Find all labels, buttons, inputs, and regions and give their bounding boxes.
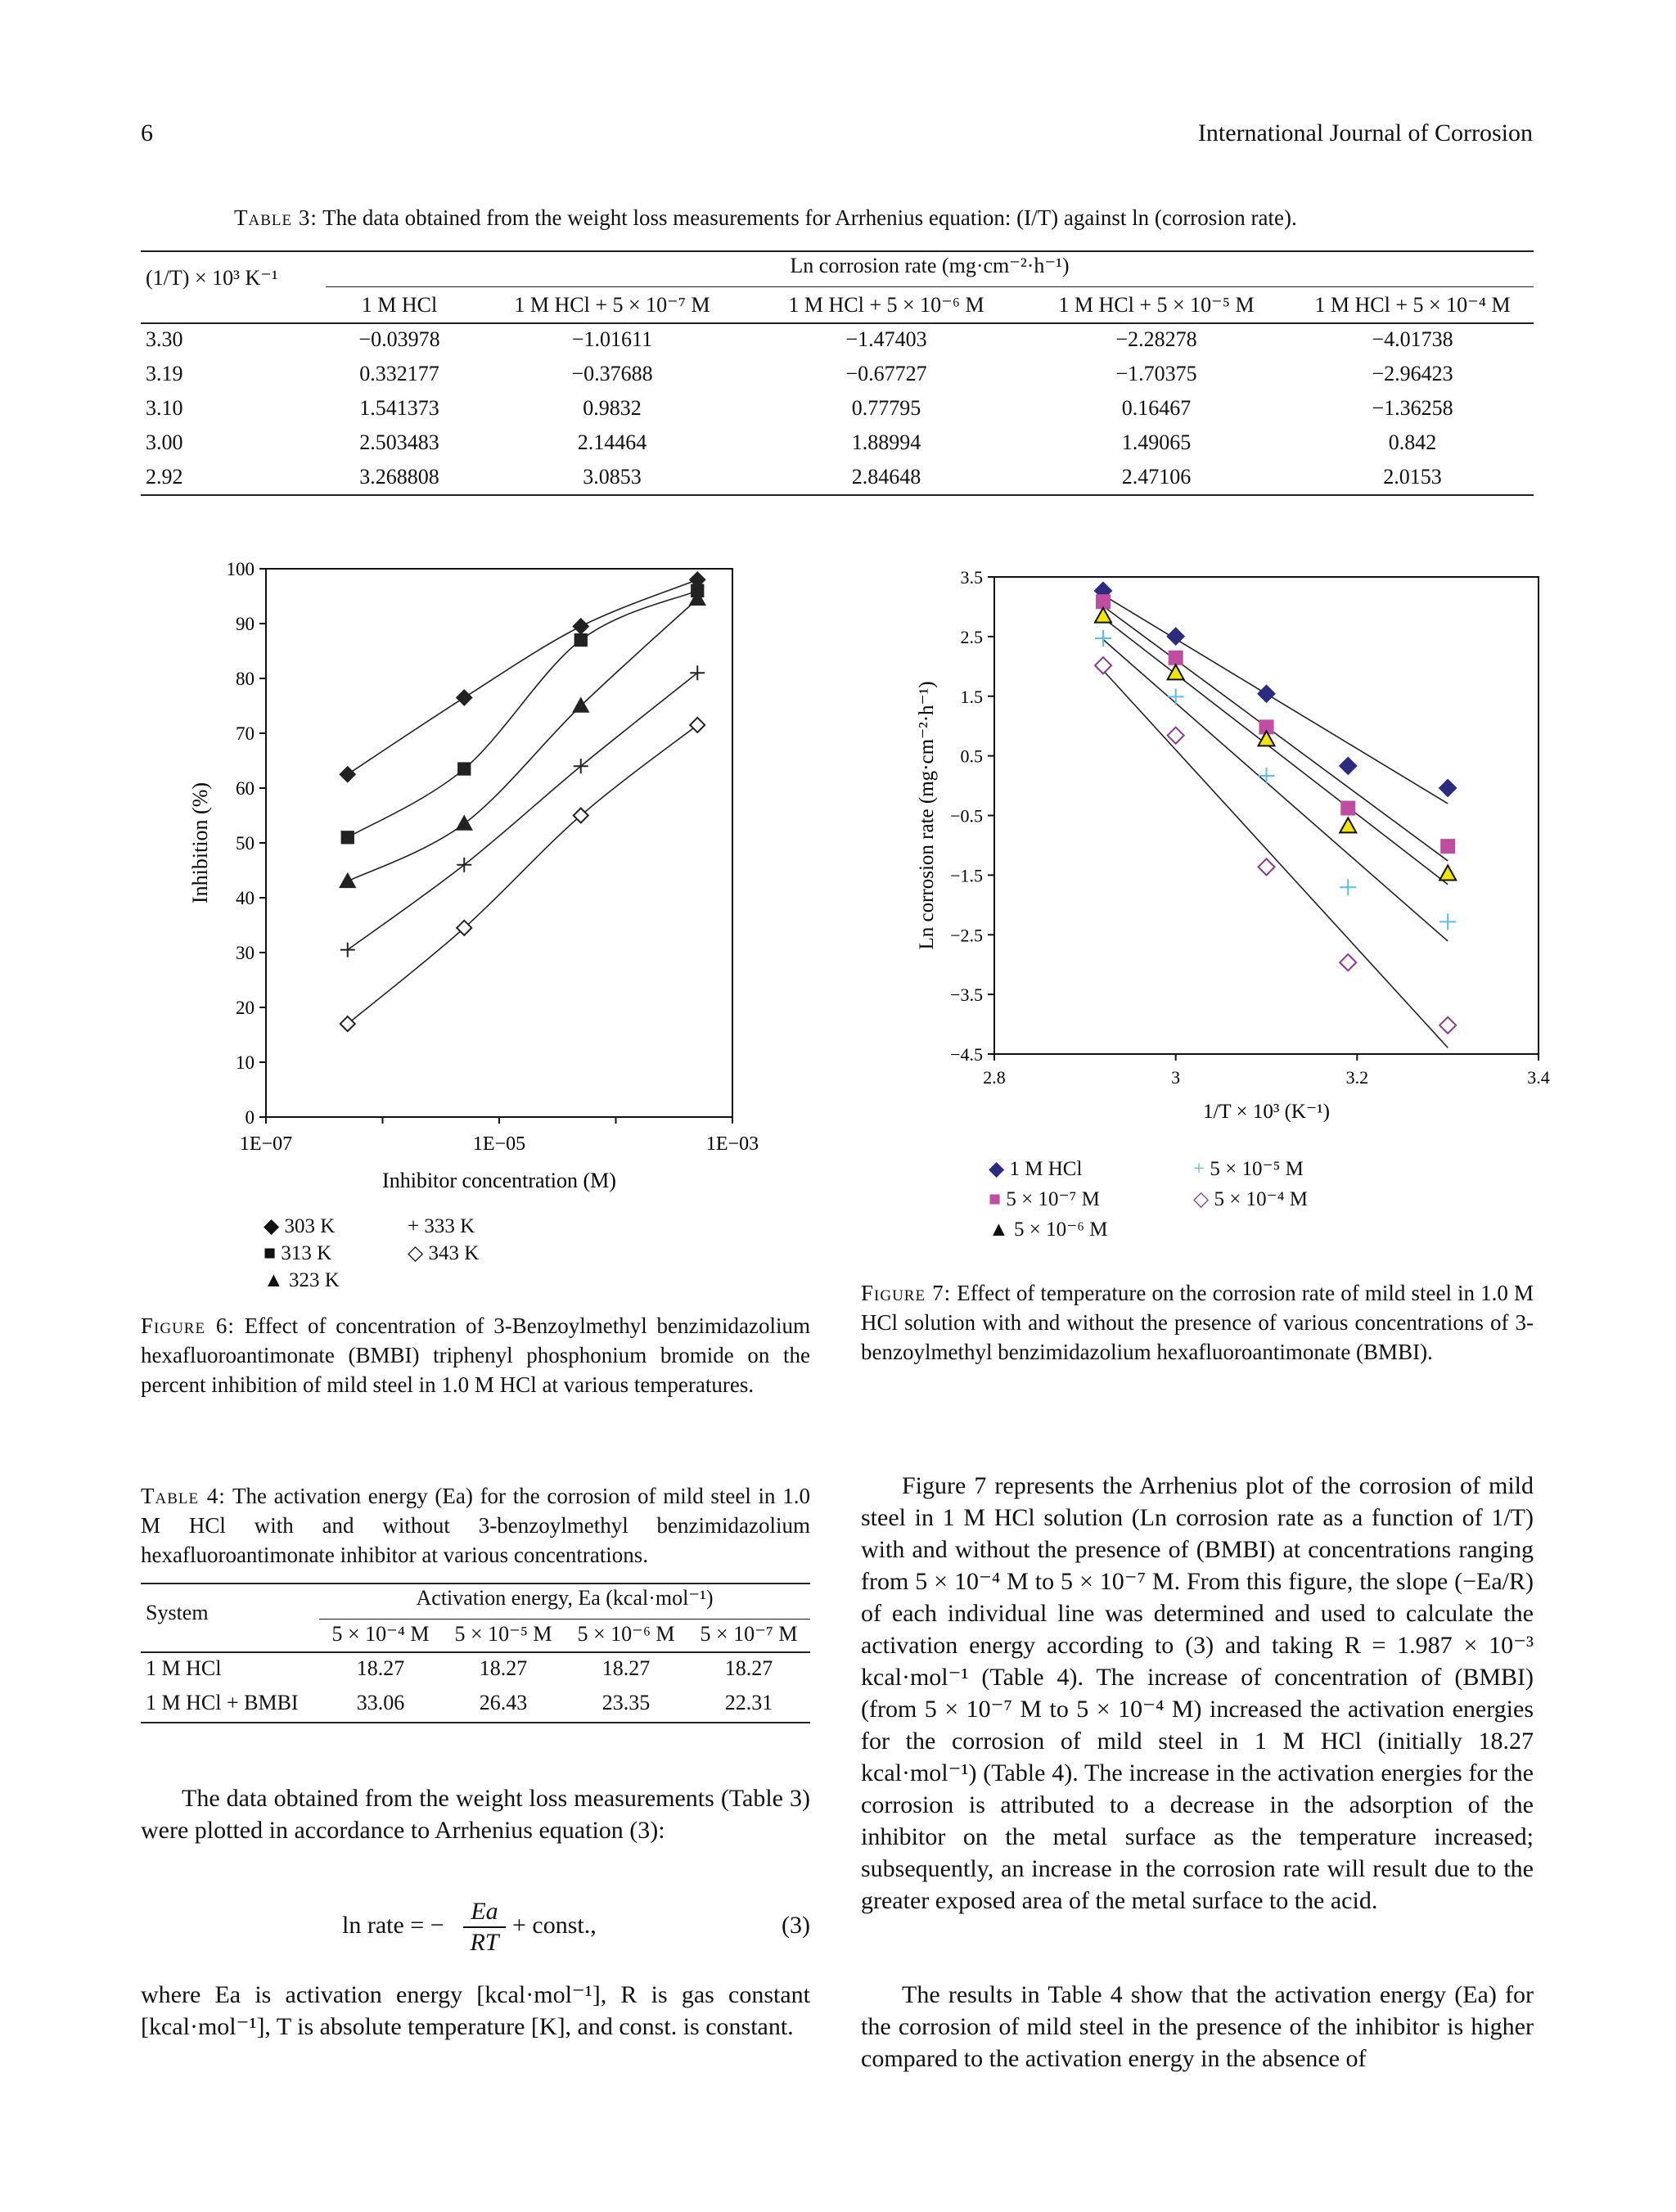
figure6-data-point	[457, 817, 471, 830]
figure7-data-point	[1341, 801, 1355, 815]
figure6-y-tick-label: 20	[236, 998, 255, 1018]
table3-cell: −4.01738	[1372, 327, 1453, 351]
table3-caption-text: The data obtained from the weight loss measurements for Arrhenius equation: (I/T) against ln (corrosion rate).	[322, 205, 1297, 230]
table3-cell: 3.19	[146, 362, 183, 385]
figure7-y-tick-label: −4.5	[950, 1044, 983, 1065]
figure7-x-tick-label: 2.8	[983, 1067, 1006, 1088]
table3-cell: −1.36258	[1372, 396, 1453, 420]
figure7-chart	[900, 556, 1571, 1146]
table4-cell: 1 M HCl + BMBI	[146, 1691, 299, 1714]
figure6-data-point	[574, 619, 588, 633]
table4-row-header: System	[146, 1601, 209, 1624]
table3-cell: 0.842	[1388, 430, 1437, 454]
table4-cell: 1 M HCl	[146, 1656, 222, 1680]
figure6-caption-label: Figure 6:	[141, 1313, 235, 1338]
figure6-x-tick-label: 1E−07	[239, 1133, 293, 1155]
equation-label: (3)	[782, 1912, 810, 1939]
legend-marker-343: ◇	[408, 1242, 424, 1264]
table-row	[141, 460, 1534, 494]
figure7-y-tick-label: 0.5	[960, 746, 983, 767]
table4-cell: 23.35	[601, 1691, 651, 1714]
figure7-data-point	[1441, 840, 1455, 854]
figure7-x-tick-label: 3	[1171, 1067, 1181, 1088]
table3-col-header: 1 M HCl + 5 × 10⁻⁵ M	[1058, 293, 1255, 317]
table-row	[141, 1651, 810, 1686]
legend-label: 303 K	[284, 1215, 336, 1237]
figure7-y-tick-label: 2.5	[960, 626, 983, 647]
table4-col-header: 5 × 10⁻⁴ M	[331, 1622, 430, 1646]
legend-label: 323 K	[289, 1269, 340, 1291]
figure7-data-point	[1259, 858, 1275, 875]
figure7-data-point	[1340, 954, 1356, 971]
figure7-y-tick-label: 1.5	[960, 686, 983, 707]
figure6-y-tick-label: 70	[236, 723, 255, 744]
figure6-series-line	[348, 579, 698, 774]
table3-cell: −0.37688	[571, 362, 653, 385]
table3-cell: −2.96423	[1372, 362, 1453, 385]
table3-row-header: (1/T) × 10³ K⁻¹	[146, 266, 278, 290]
figure6-x-tick-label: 1E−03	[705, 1133, 759, 1155]
table3-cell: 3.268808	[359, 465, 439, 489]
figure6-y-tick-label: 30	[236, 943, 255, 963]
table4-cell: 33.06	[356, 1691, 405, 1714]
figure7-fit-line	[1103, 606, 1448, 861]
table3-cell: −1.01611	[571, 327, 653, 351]
table3-caption-label: Table 3:	[234, 205, 318, 230]
table3-col-header: 1 M HCl + 5 × 10⁻⁴ M	[1314, 293, 1511, 317]
table3-cell: −1.70375	[1115, 362, 1197, 385]
table3-cell: −0.67727	[845, 362, 927, 385]
table3-cell: 0.77795	[851, 396, 921, 420]
figure7-data-point	[1168, 728, 1184, 744]
figure6-xlabel: Inhibitor concentration (M)	[382, 1169, 616, 1192]
table4-col-header: 5 × 10⁻⁵ M	[454, 1622, 552, 1646]
left-paragraph-1: The data obtained from the weight loss measurements (Table 3) were plotted in accordance to Arrhenius equation (3):	[141, 1785, 810, 1844]
table4-cell: 18.27	[479, 1656, 528, 1680]
table4	[141, 1617, 810, 1720]
table3-cell: 3.0853	[583, 465, 642, 489]
legend-label: 333 K	[424, 1215, 475, 1237]
table4-cell: 26.43	[479, 1691, 528, 1714]
figure6-data-point	[340, 767, 355, 782]
figure6-series-line	[348, 673, 698, 949]
figure7-fit-line	[1103, 670, 1448, 1047]
figure7-y-tick-label: −3.5	[950, 984, 983, 1006]
table-row	[141, 391, 1534, 426]
legend-marker-5e-6: ▲	[989, 1219, 1009, 1241]
figure6-data-point	[341, 831, 354, 844]
figure6-y-tick-label: 80	[236, 669, 255, 689]
figure7-data-point	[1340, 818, 1356, 832]
figure7-data-point	[1259, 768, 1275, 784]
figure7-caption	[861, 1278, 1534, 1367]
table4-cell: 18.27	[601, 1656, 651, 1680]
figure7-ylabel: Ln corrosion rate (mg·cm⁻²·h⁻¹)	[916, 681, 938, 950]
table3-cell: −0.03978	[358, 327, 440, 351]
table3-cell: 3.10	[146, 396, 183, 420]
figure7-y-tick-label: −1.5	[950, 865, 983, 886]
table3-header-row	[141, 288, 1534, 322]
table3-cell: 3.00	[146, 430, 183, 454]
table3-col-header: 1 M HCl	[361, 293, 438, 317]
figure7-data-point	[1340, 879, 1356, 895]
table4-caption-text: The activation energy (Ea) for the corrosion of mild steel in 1.0 M HCl with and without 3-benzoylmethyl benzimidazolium hexafluoroantimonate inhibitor at various concentrations.	[141, 1484, 810, 1567]
table-row	[141, 322, 1534, 357]
legend-marker-333: +	[408, 1215, 420, 1237]
figure7-data-point	[1095, 657, 1111, 674]
table-row	[141, 426, 1534, 460]
figure7-data-point	[1439, 913, 1456, 930]
table3-cell: 2.14464	[577, 430, 647, 454]
legend-marker-303: ◆	[264, 1215, 280, 1237]
equation-3	[342, 1897, 810, 1959]
figure6-data-point	[340, 1016, 355, 1031]
figure6-data-point	[340, 943, 355, 957]
table-row	[141, 357, 1534, 391]
figure6-y-tick-label: 50	[236, 833, 255, 854]
figure6-data-point	[458, 763, 471, 775]
figure6-y-tick-label: 100	[226, 559, 255, 579]
figure7-data-point	[1169, 651, 1183, 665]
figure6-data-point	[340, 874, 355, 887]
equation-lhs: ln rate = −	[342, 1912, 444, 1939]
figure7-fit-line	[1103, 618, 1448, 885]
table3-cell: −2.28278	[1115, 327, 1197, 351]
right-paragraph-1: Figure 7 represents the Arrhenius plot of the corrosion of mild steel in 1 M HCl solution (Ln corrosion rate as a function of 1/T) with and without the presence of (BMBI) at concentrations ranging from 5 × 10⁻⁴ M to 5 × 10⁻⁷ M. From this figure, the slope (−Ea/R) of each individual line was determined and used to calculate the activation energy according to (3) and taking R = 1.987 × 10⁻³ kcal·mol⁻¹ (Table 4). The increase of concentration of (BMBI) (from 5 × 10⁻⁷ M to 5 × 10⁻⁴ M) increased the activation energies for the corrosion of mild steel in 1 M HCl (initially 18.27 kcal·mol⁻¹) (Table 4). The increase in the activation energies for the corrosion is attributed to a decrease in the adsorption of the inhibitor on the metal surface as the temperature increased; subsequently, an increase in the corrosion rate will result due to the greater exposed area of the metal surface to the acid.	[861, 1472, 1534, 1914]
figure6-y-tick-label: 40	[236, 888, 255, 908]
figure7-data-point	[1168, 665, 1184, 679]
table3-cell: 2.0153	[1383, 465, 1442, 489]
figure6-caption	[141, 1311, 810, 1399]
legend-label: 5 × 10⁻⁶ M	[1014, 1219, 1108, 1241]
table3-cell: 2.84648	[851, 465, 921, 489]
figure6-data-point	[457, 690, 471, 705]
figure7-xlabel: 1/T × 10³ (K⁻¹)	[1202, 1101, 1331, 1123]
table3-col-header: 1 M HCl + 5 × 10⁻⁶ M	[788, 293, 984, 317]
table4-col-header: 5 × 10⁻⁷ M	[700, 1622, 798, 1646]
figure6-y-tick-label: 60	[236, 778, 255, 799]
figure7-x-tick-label: 3.4	[1527, 1067, 1550, 1088]
table-row	[141, 1686, 810, 1720]
figure6-series-line	[348, 725, 698, 1024]
table3-cell: −1.47403	[845, 327, 927, 351]
figure6-data-point	[457, 858, 471, 872]
legend-label: 313 K	[281, 1242, 332, 1264]
table4-cell: 18.27	[724, 1656, 773, 1680]
table4-caption	[141, 1481, 810, 1570]
legend-label: 5 × 10⁻⁴ M	[1214, 1188, 1308, 1210]
table3-col-header: 1 M HCl + 5 × 10⁻⁷ M	[514, 293, 710, 317]
legend-marker-5e-4: ◇	[1193, 1188, 1210, 1210]
figure6-ylabel: Inhibition (%)	[188, 782, 212, 904]
equation-numerator: Ea	[463, 1897, 506, 1928]
figure7-y-tick-label: −0.5	[950, 805, 983, 827]
journal-title: International Journal of Corrosion	[1197, 119, 1533, 146]
figure6-data-point	[690, 718, 705, 732]
figure6-chart	[164, 548, 786, 1203]
figure6-data-point	[574, 633, 587, 646]
table3	[141, 288, 1534, 494]
figure7-fit-line	[1103, 595, 1448, 804]
legend-marker-313: ■	[264, 1242, 277, 1264]
figure7-data-point	[1439, 780, 1456, 796]
figure6-data-point	[690, 665, 705, 680]
table3-cell: 2.47106	[1121, 465, 1192, 489]
page-number: 6	[141, 119, 153, 146]
table3-cell: 1.88994	[851, 430, 921, 454]
table4-col-header: 5 × 10⁻⁶ M	[577, 1622, 675, 1646]
figure7-caption-text: Effect of temperature on the corrosion rate of mild steel in 1.0 M HCl solution with and without the presence of various concentrations of 3-benzoylmethyl benzimidazolium hexafluoroantimonate (BMBI).	[861, 1281, 1534, 1364]
legend-label: 343 K	[428, 1242, 480, 1264]
legend-marker-5e-7: ■	[989, 1188, 1002, 1210]
table3-caption	[234, 203, 1511, 232]
figure7-fit-line	[1103, 640, 1448, 942]
figure7-data-point	[1439, 1017, 1456, 1034]
figure7-data-point	[1168, 688, 1184, 705]
table3-cell: 2.503483	[359, 430, 439, 454]
table4-header-row	[141, 1617, 810, 1651]
table3-cell: 0.332177	[359, 362, 439, 385]
table3-cell: 1.49065	[1121, 430, 1192, 454]
equation-denominator: RT	[470, 1929, 499, 1956]
left-paragraph-2: where Ea is activation energy [kcal·mol⁻¹], R is gas constant [kcal·mol⁻¹], T is absolute temperature [K], and const. is constant.	[141, 1981, 810, 2040]
figure6-y-tick-label: 90	[236, 614, 255, 634]
table3-group-header: Ln corrosion rate (mg·cm⁻²·h⁻¹)	[790, 254, 1070, 277]
table4-caption-label: Table 4:	[141, 1484, 226, 1508]
legend-label: 5 × 10⁻⁵ M	[1210, 1158, 1304, 1180]
table3-cell: 1.541373	[359, 396, 439, 420]
table4-cell: 18.27	[356, 1656, 405, 1680]
table4-group-header: Activation energy, Ea (kcal·mol⁻¹)	[416, 1586, 714, 1610]
table3-cell: 0.9832	[583, 396, 642, 420]
figure7-data-point	[1439, 865, 1456, 880]
legend-marker-1mhcl: ◆	[989, 1158, 1005, 1180]
table4-cell: 22.31	[724, 1691, 773, 1714]
table3-cell: 0.16467	[1121, 396, 1192, 420]
figure7-data-point	[1259, 686, 1275, 702]
figure6-data-point	[574, 759, 588, 773]
figure6-y-tick-label: 10	[236, 1052, 255, 1073]
legend-marker-5e-5: +	[1193, 1158, 1205, 1180]
equation-rhs: + const.,	[512, 1912, 597, 1939]
figure6-y-tick-label: 0	[245, 1107, 255, 1128]
table3-cell: 2.92	[146, 465, 183, 489]
legend-label: 1 M HCl	[1009, 1158, 1083, 1180]
figure6-plot-frame	[266, 569, 732, 1117]
figure7-x-tick-label: 3.2	[1345, 1067, 1369, 1088]
legend-label: 5 × 10⁻⁷ M	[1006, 1188, 1100, 1210]
figure7-caption-label: Figure 7:	[861, 1281, 952, 1305]
figure6-x-tick-label: 1E−05	[472, 1133, 526, 1155]
figure6-caption-text: Effect of concentration of 3-Benzoylmethyl benzimidazolium hexafluoroantimonate (BMBI) triphenyl phosphonium bromide on the percent inhibition of mild steel in 1.0 M HCl at various temperatures.	[141, 1313, 810, 1397]
figure7-data-point	[1340, 758, 1356, 774]
figure7-plot-frame	[994, 577, 1539, 1054]
table3-cell: 3.30	[146, 327, 183, 351]
legend-marker-323: ▲	[264, 1269, 284, 1291]
figure7-y-tick-label: −2.5	[950, 925, 983, 946]
figure7-y-tick-label: 3.5	[960, 567, 983, 588]
right-paragraph-2: The results in Table 4 show that the activation energy (Ea) for the corrosion of mild steel in the presence of the inhibitor is higher compared to the activation energy in the absence of	[861, 1981, 1534, 2072]
